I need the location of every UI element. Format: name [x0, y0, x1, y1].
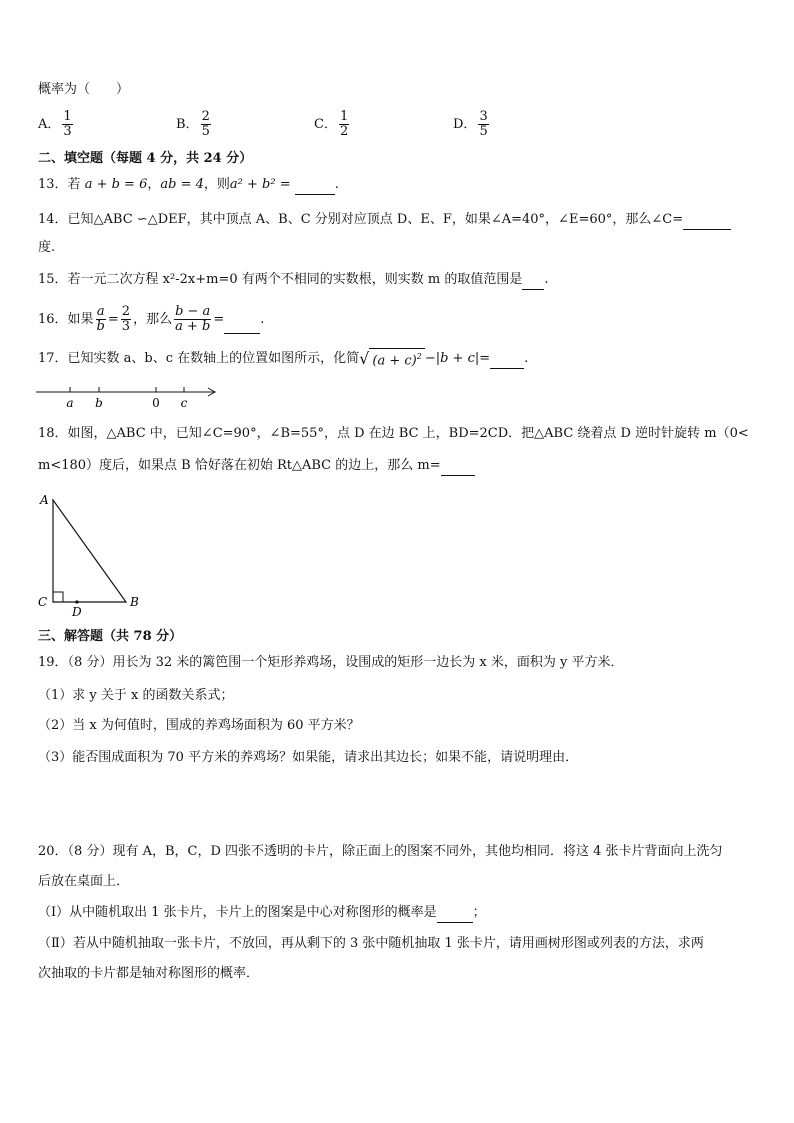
right-angle-mark — [53, 592, 63, 602]
answer-blank[interactable] — [522, 275, 544, 290]
triangle-abc — [53, 500, 126, 602]
question-19-part1: （1）求 y 关于 x 的函数关系式； — [38, 688, 234, 703]
label-vertex-c: C — [38, 595, 48, 609]
option-label: C． — [314, 117, 337, 132]
question-16: 16．如果 $\frac{a}{b}$ = $\frac{2}{3}$ ，那么 $\frac{b - a}{a + b}$ = . — [38, 304, 265, 334]
label-c: c — [180, 396, 188, 410]
question-13: 13．若 a + b = 6，ab = 4，则a² + b² = . — [38, 175, 339, 195]
answer-blank[interactable] — [437, 908, 473, 923]
question-14-line1: 14．已知△ABC ∽△DEF，其中顶点 A、B、C 分别对应顶点 D、E、F，如果∠A=40°，∠E=60°，那么∠C= — [38, 210, 731, 230]
question-20-line2: 后放在桌面上． — [38, 874, 130, 889]
question-19-part3: （3）能否围成面积为 70 平方米的养鸡场？如果能，请求出其边长；如果不能，请说明理由． — [38, 750, 579, 765]
question-17: 17．已知实数 a、b、c 在数轴上的位置如图所示，化简 √ $(a + c)^2$ −|b + c|= . — [38, 348, 529, 369]
answer-blank[interactable] — [441, 461, 475, 476]
question-19-part2: （2）当 x 为何值时，围成的养鸡场面积为 60 平方米？ — [38, 718, 360, 733]
point-d — [75, 600, 78, 603]
question-18-line1: 18．如图，△ABC 中，已知∠C=90°，∠B=55°，点 D 在边 BC 上，BD=2CD．把△ABC 绕着点 D 逆时针旋转 m（0< — [38, 426, 749, 441]
question-14-line2: 度. — [38, 240, 56, 255]
label-vertex-b: B — [130, 595, 139, 609]
question-20-part2-line1: （Ⅱ）若从中随机抽取一张卡片，不放回，再从剩下的 3 张中随机抽取 1 张卡片，请用画树形图或列表的方法，求两 — [38, 936, 704, 951]
q12-option-a — [38, 110, 75, 139]
section-title-fill-blank: 二、填空题（每题 4 分，共 24 分） — [38, 151, 253, 166]
answer-blank[interactable] — [224, 319, 260, 334]
label-point-d: D — [72, 605, 82, 618]
triangle-figure — [34, 490, 154, 618]
fraction: $\frac{b - a}{a + b}$ — [175, 304, 211, 334]
option-fraction: $\frac{3}{5}$ — [479, 109, 488, 139]
answer-blank[interactable] — [683, 215, 731, 230]
square-root: √ $(a + c)^2$ — [359, 348, 425, 369]
question-20-line1: 20．（8 分）现有 A，B，C，D 四张不透明的卡片，除正面上的图案不同外，其他均相同．将这 4 张卡片背面向上洗匀 — [38, 844, 723, 859]
label-0: 0 — [152, 396, 160, 410]
option-label: B． — [176, 117, 199, 132]
question-19-stem: 19．（8 分）用长为 32 米的篱笆围一个矩形养鸡场，设围成的矩形一边长为 x 米，面积为 y 平方米． — [38, 655, 624, 670]
option-fraction: $\frac{2}{5}$ — [201, 109, 210, 139]
option-label: D． — [453, 117, 477, 132]
question-20-part2-line2: 次抽取的卡片都是轴对称图形的概率． — [38, 966, 260, 981]
answer-blank[interactable] — [490, 354, 524, 369]
q12-option-b — [176, 110, 213, 139]
question-20-part1: （Ⅰ）从中随机取出 1 张卡片，卡片上的图案是中心对称图形的概率是 ； — [38, 903, 486, 923]
label-vertex-a: A — [40, 493, 49, 507]
label-b: b — [95, 396, 103, 410]
option-fraction: $\frac{1}{3}$ — [63, 109, 72, 139]
number-line-figure — [36, 382, 222, 412]
question-18-line2: m<180）度后，如果点 B 恰好落在初始 Rt△ABC 的边上，那么 m= — [38, 456, 475, 476]
section-title-solutions: 三、解答题（共 78 分） — [38, 629, 183, 644]
label-a: a — [66, 396, 74, 410]
option-fraction: $\frac{1}{2}$ — [339, 109, 349, 139]
answer-blank[interactable] — [295, 180, 335, 195]
q12-option-d — [453, 110, 491, 139]
option-label: A． — [38, 117, 61, 132]
q12-option-c — [314, 110, 351, 139]
fraction: $\frac{2}{3}$ — [121, 304, 131, 334]
question-15: 15．若一元二次方程 x²-2x+m=0 有两个不相同的实数根，则实数 m 的取值范围是 . — [38, 270, 548, 290]
fraction: $\frac{a}{b}$ — [96, 304, 105, 334]
q12-tail: 概率为（ ） — [38, 82, 130, 97]
